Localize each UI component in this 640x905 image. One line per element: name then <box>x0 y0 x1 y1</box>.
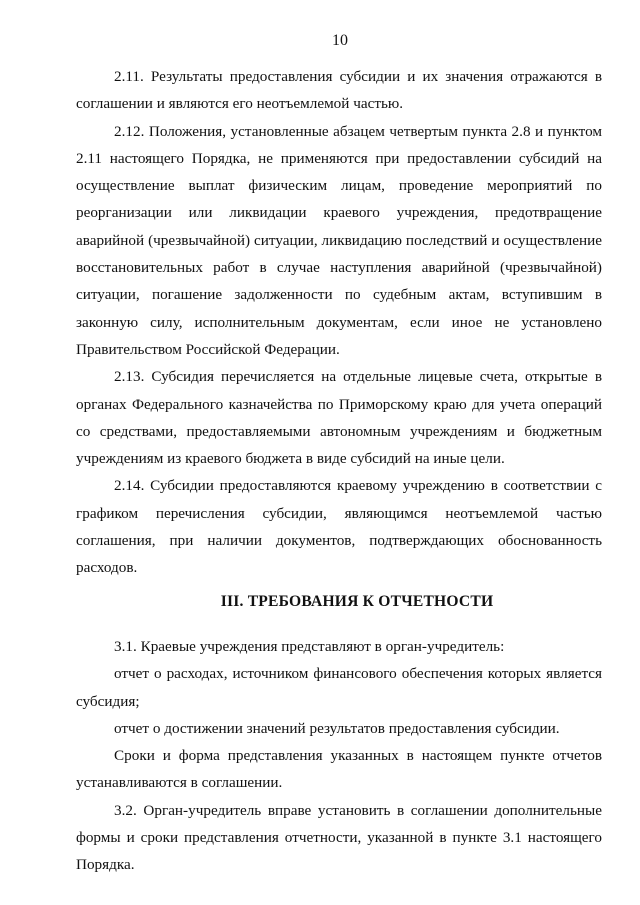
paragraph-2-11: 2.11. Результаты предоставления субсидии и их значения отражаются в соглашении и являются его неотъемлемой частью. <box>76 68 602 113</box>
paragraph-3-1-terms: Сроки и форма представления указанных в настоящем пункте отчетов устанавливаются в соглашении. <box>76 747 602 792</box>
page-number: 10 <box>332 32 348 49</box>
paragraph-2-13: 2.13. Субсидия перечисляется на отдельные лицевые счета, открытые в органах Федерального казначейства по Приморскому краю для учета операций со средствами, предоставляемыми автономным учреждениям и бюджетным учреждениям из краевого бюджета в виде субсидий на иные цели. <box>76 368 602 468</box>
paragraph-3-1-results-report: отчет о достижении значений результатов предоставления субсидии. <box>114 719 560 737</box>
paragraph-2-12: 2.12. Положения, установленные абзацем четвертым пункта 2.8 и пунктом 2.11 настоящего Порядка, не применяются при предоставлении субсидий на осуществление выплат физическим лицам, проведение мероприятий по реорганизации или ликвидации краевого учреждения, предотвращение аварийной (чрезвычайной) ситуации, ликвидацию последствий и осуществление восстановительных работ в случае наступления аварийной (чрезвычайной) ситуации, погашение задолженности по судебным актам, вступившим в законную силу, исполнительным документам, если иное не установлено Правительством Российской Федерации. <box>76 122 602 358</box>
paragraph-3-1: 3.1. Краевые учреждения представляют в орган-учредитель: <box>114 637 505 655</box>
paragraph-3-1-expense-report: отчет о расходах, источником финансового обеспечения которых является субсидия; <box>76 665 602 710</box>
document-body <box>76 63 602 879</box>
section-heading: III. ТРЕБОВАНИЯ К ОТЧЕТНОСТИ <box>220 592 494 610</box>
paragraph-2-14: 2.14. Субсидии предоставляются краевому учреждению в соответствии с графиком перечисления субсидии, являющимся неотъемлемой частью соглашения, при наличии документов, подтверждающих обоснованность расходов. <box>76 477 602 577</box>
paragraph-3-2: 3.2. Орган-учредитель вправе установить в соглашении дополнительные формы и сроки представления отчетности, указанной в пункте 3.1 настоящего Порядка. <box>76 801 602 874</box>
